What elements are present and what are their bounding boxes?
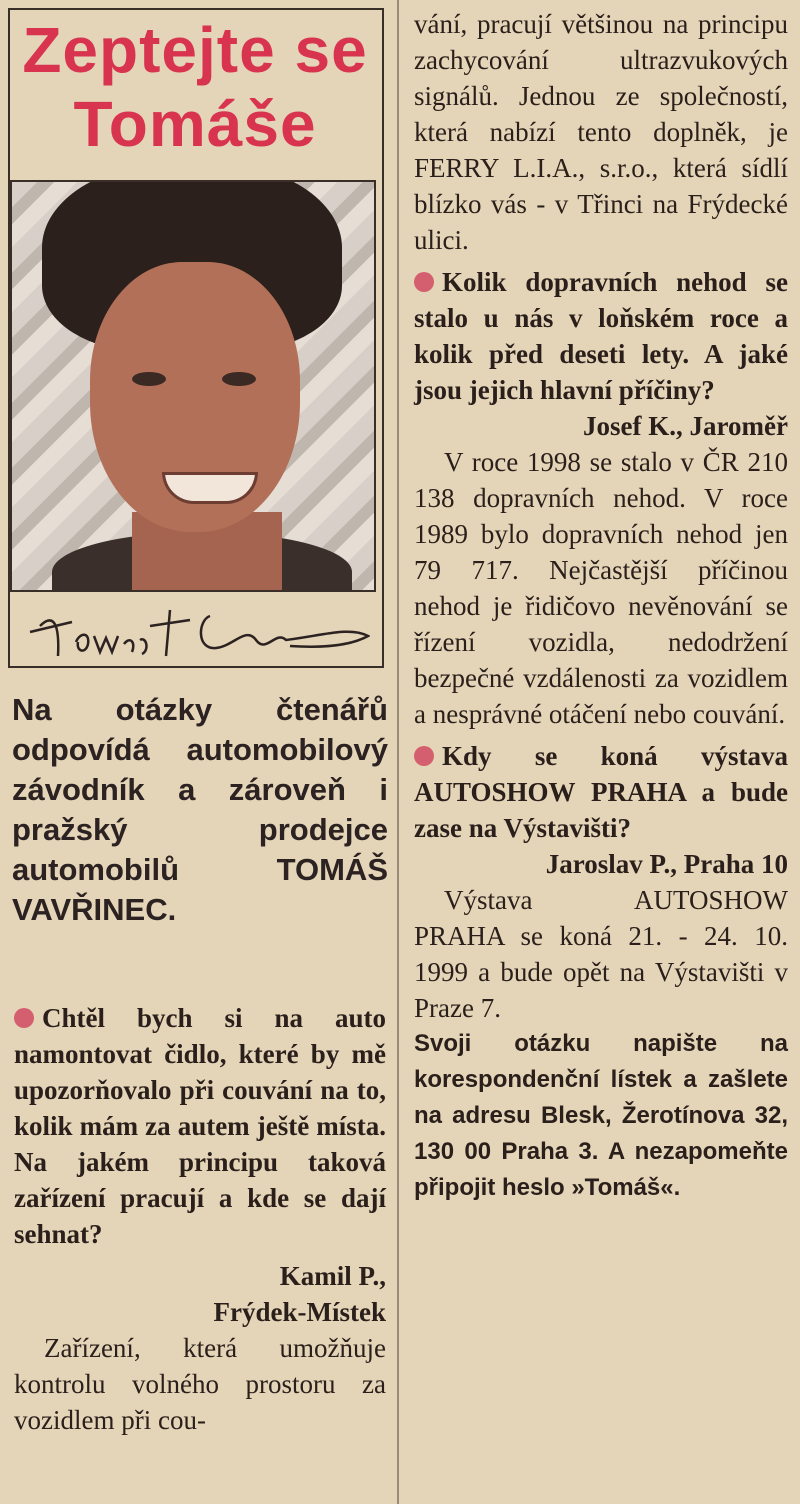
closing-instructions: Svoji otázku napište na korespondenční lístek a zašlete na adresu Blesk, Žerotínova 32, 130 00 Praha 3. A nezapomeňte připojit heslo »Tomáš«.	[414, 1030, 788, 1201]
question-2-text: Kolik dopravních nehod se stalo u nás v loňském roce a kolik před deseti lety. A jaké jsou jejich hlavní příčiny?	[414, 267, 788, 405]
answer-1-part1: Zařízení, která umožňuje kontrolu volného prostoru za vozidlem při cou-	[14, 1333, 386, 1435]
bullet-icon	[414, 746, 434, 766]
column-title-line2: Tomáše	[73, 88, 317, 160]
question-3	[414, 738, 788, 846]
answer-3: Výstava AUTOSHOW PRAHA se koná 21. - 24. 10. 1999 a bude opět na Výstavišti v Praze 7.	[414, 885, 788, 1023]
question-2-author: Josef K., Jaroměř	[583, 411, 788, 441]
column-divider	[397, 0, 399, 1504]
bullet-icon	[14, 1008, 34, 1028]
right-column-content	[414, 6, 788, 1206]
question-2	[414, 264, 788, 408]
handwritten-signature	[20, 596, 370, 662]
column-title-line1: Zeptejte se	[22, 14, 368, 86]
question-1-author-line2: Frýdek-Místek	[213, 1297, 386, 1327]
question-3-author: Jaroslav P., Praha 10	[545, 849, 788, 879]
question-1-author-line1: Kamil P.,	[279, 1261, 386, 1291]
answer-2: V roce 1998 se stalo v ČR 210 138 dopravních nehod. V roce 1989 bylo dopravních nehod jen 79 717. Nejčastější příčinou nehod je řidičovo nevěnování se řízení vozidla, nedodržení bezpečné vzdálenosti za vozidlem a nesprávné otáčení nebo couvání.	[414, 447, 788, 729]
question-1-block	[14, 1000, 386, 1438]
photo-eye-left	[132, 372, 166, 386]
question-1	[14, 1000, 386, 1252]
bullet-icon	[414, 272, 434, 292]
question-1-text: Chtěl bych si na auto namontovat čidlo, které by mě upozorňovalo při couvání na to, kolik mám za autem ještě místa. Na jakém principu taková zařízení pracují a kde se dají sehnat?	[14, 1003, 386, 1249]
answer-1-part2: vání, pracují většinou na principu zachycování ultrazvukových signálů. Jednou ze společností, která nabízí tento doplněk, je FERRY L.I.A., s.r.o., která sídlí blízko vás - v Třinci na Frýdecké ulici.	[414, 9, 788, 255]
intro-text: Na otázky čtenářů odpovídá automobilový závodník a zároveň i pražský prodejce automobilů TOMÁŠ VAVŘINEC.	[12, 692, 388, 927]
portrait-photo	[10, 180, 376, 592]
photo-eye-right	[222, 372, 256, 386]
question-3-text: Kdy se koná výstava AUTOSHOW PRAHA a bude zase na Výstavišti?	[414, 741, 788, 843]
right-column	[400, 0, 800, 1504]
